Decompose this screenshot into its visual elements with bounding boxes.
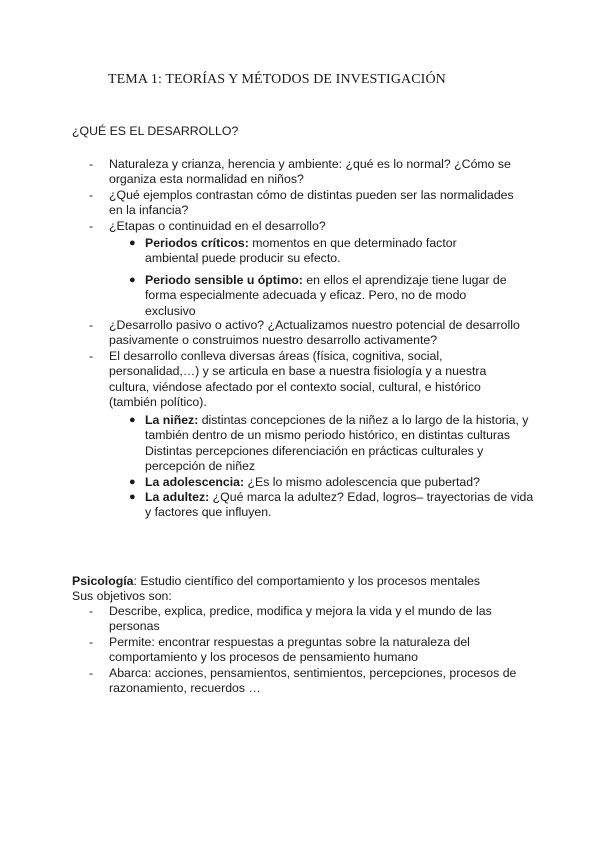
objectives-list bbox=[0, 604, 600, 696]
bullet-item bbox=[0, 273, 510, 319]
bullet-item bbox=[0, 413, 530, 475]
psychology-text: : Estudio científico del comportamiento y los procesos mentales bbox=[133, 574, 481, 588]
list-item: - ¿Qué ejemplos contrastan cómo de distintas pueden ser las normalidades en la infancia? bbox=[0, 188, 529, 219]
life-stages-bullets bbox=[0, 413, 600, 521]
list-item: - El desarrollo conlleva diversas áreas (física, cognitiva, social, personalidad,…) y se articula en base a nuestra fisiología y a nuestra cultura, viéndose afectado por el contexto social, cultural, e histórico (también político). bbox=[0, 349, 529, 411]
development-list bbox=[0, 318, 600, 410]
bullet-icon: ● bbox=[129, 475, 136, 488]
list-item: - Abarca: acciones, pensamientos, sentimientos, percepciones, procesos de razonamiento, recuerdos … bbox=[0, 666, 529, 697]
bullet-text: ¿Qué marca la adultez? Edad, logros– trayectorias de vida y factores que influyen. bbox=[145, 490, 534, 520]
section-heading: ¿QUÉ ES EL DESARROLLO? bbox=[72, 124, 239, 138]
bullet-item bbox=[0, 490, 535, 521]
bullet-term: La adultez: bbox=[145, 490, 210, 505]
list-item: - Permite: encontrar respuestas a preguntas sobre la naturaleza del comportamiento y los procesos de pensamiento humano bbox=[0, 635, 509, 666]
bullet-item bbox=[0, 236, 510, 267]
psychology-term: Psicología bbox=[72, 574, 134, 588]
bullet-text: en ellos el aprendizaje tiene lugar de forma especialmente adecuada y eficaz. Pero, no de modo exclusivo bbox=[145, 272, 507, 318]
psychology-definition bbox=[72, 574, 480, 589]
bullet-icon: ● bbox=[129, 414, 136, 426]
list-item: - Describe, explica, predice, modifica y mejora la vida y el mundo de las personas bbox=[0, 604, 509, 635]
bullet-text: distintas concepciones de la niñez a lo largo de la historia, y también dentro de un mismo periodo histórico, en distintas culturas Distintas percepciones diferenciación en prácticas culturales y percepción de niñez bbox=[145, 413, 529, 474]
bullet-term: Periodo sensible u óptimo: bbox=[145, 272, 303, 287]
bullet-icon: ● bbox=[129, 237, 136, 249]
bullet-term: La niñez: bbox=[145, 413, 199, 427]
objectives-label: Sus objetivos son: bbox=[72, 589, 172, 603]
question-list bbox=[0, 157, 600, 234]
bullet-term: La adolescencia: bbox=[145, 474, 245, 489]
page-title: TEMA 1: TEORÍAS Y MÉTODOS DE INVESTIGACIÓN bbox=[108, 72, 446, 87]
bullet-icon: ● bbox=[129, 273, 136, 286]
list-item: - ¿Desarrollo pasivo o activo? ¿Actualizamos nuestro potencial de desarrollo pasivamente o construimos nuestro desarrollo activamente? bbox=[0, 318, 529, 349]
bullet-term: Periodos críticos: bbox=[145, 236, 249, 250]
stages-bullets bbox=[0, 236, 600, 319]
list-item: - Naturaleza y crianza, herencia y ambiente: ¿qué es lo normal? ¿Cómo se organiza esta normalidad en niños? bbox=[0, 157, 529, 188]
bullet-item bbox=[0, 475, 530, 490]
bullet-icon: ● bbox=[129, 491, 136, 504]
bullet-text: ¿Es lo mismo adolescencia que pubertad? bbox=[244, 474, 480, 489]
list-item: - ¿Etapas o continuidad en el desarrollo? bbox=[0, 219, 529, 234]
bullet-text: momentos en que determinado factor ambiental puede producir su efecto. bbox=[145, 236, 457, 266]
